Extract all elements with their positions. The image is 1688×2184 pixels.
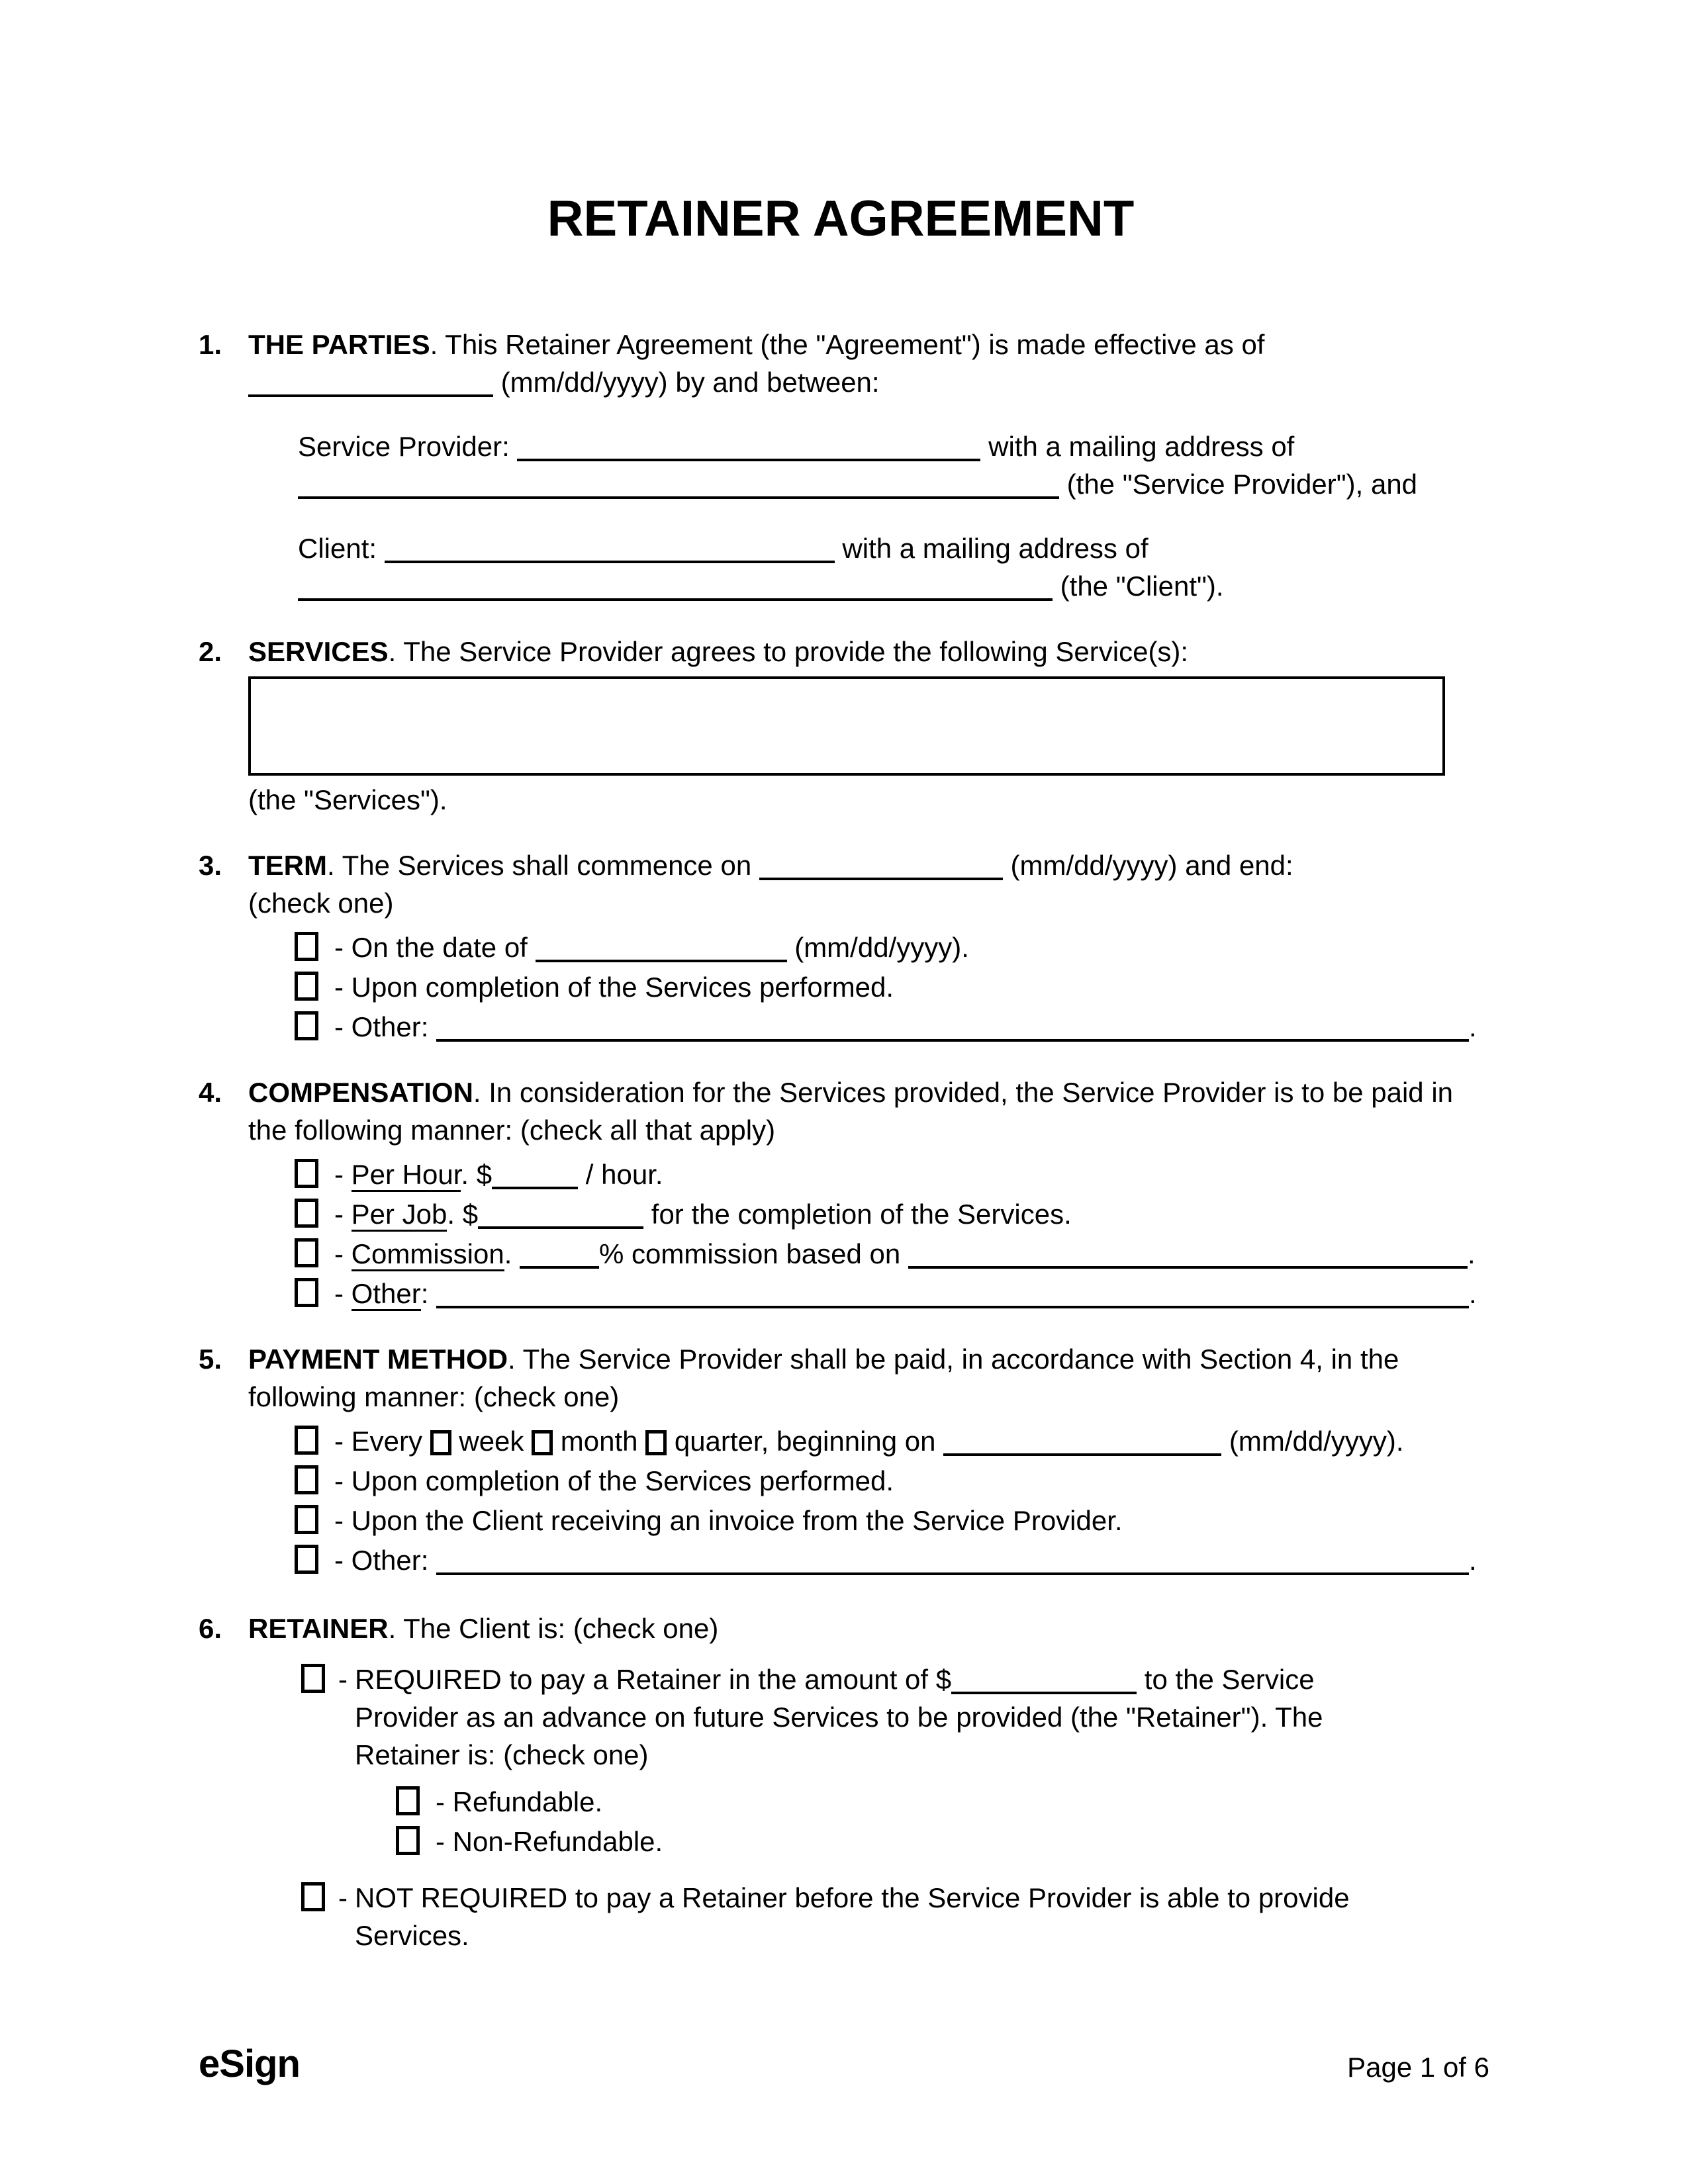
per-job-mid: . $ xyxy=(447,1199,479,1230)
payment-heading: PAYMENT METHOD xyxy=(248,1343,508,1375)
commission-basis-blank[interactable] xyxy=(908,1246,1468,1269)
provider-mid-text: with a mailing address of xyxy=(988,431,1295,462)
dash: - xyxy=(338,1664,348,1695)
term-option-date xyxy=(295,929,1483,966)
effective-date-blank[interactable] xyxy=(248,375,493,397)
commission-checkbox[interactable] xyxy=(295,1238,318,1267)
payment-every-text: - Every xyxy=(334,1426,423,1457)
payment-invoice-checkbox[interactable] xyxy=(295,1505,318,1534)
client-mid-text: with a mailing address of xyxy=(842,533,1149,564)
term-date-text: - On the date of xyxy=(334,932,528,963)
term-other-blank[interactable] xyxy=(436,1019,1469,1042)
payment-completion-text: - Upon completion of the Services performed. xyxy=(334,1465,894,1496)
non-refundable-checkbox[interactable] xyxy=(396,1826,420,1855)
page-footer xyxy=(199,2042,1489,2086)
section-term xyxy=(199,846,1483,1046)
per-job-label: Per Job xyxy=(352,1199,447,1232)
client-name-blank[interactable] xyxy=(385,541,835,563)
parties-intro-text: . This Retainer Agreement (the "Agreement") is made effective as of xyxy=(430,329,1265,360)
provider-address-blank[interactable] xyxy=(298,477,1059,499)
refundable-text: - Refundable. xyxy=(436,1786,603,1817)
section-payment-method xyxy=(199,1340,1483,1579)
services-intro-text: . The Service Provider agrees to provide the following Service(s): xyxy=(388,636,1189,667)
client-address-blank[interactable] xyxy=(298,578,1053,601)
dash: - xyxy=(334,1159,352,1190)
commission-tail: . xyxy=(1467,1238,1476,1269)
term-end-date-blank[interactable] xyxy=(536,940,787,962)
per-hour-label: Per Hour xyxy=(352,1159,461,1192)
payment-every-tail: (mm/dd/yyyy). xyxy=(1229,1426,1404,1457)
section-services xyxy=(199,633,1483,819)
term-intro-text: . The Services shall commence on xyxy=(327,850,752,881)
term-check-note: (check one) xyxy=(248,887,394,919)
dash: - xyxy=(334,1199,352,1230)
per-job-tail: for the completion of the Services. xyxy=(651,1199,1072,1230)
client-tail-text: (the "Client"). xyxy=(1060,570,1224,602)
esign-logo: eSign xyxy=(199,2042,300,2085)
section-number: 5. xyxy=(199,1343,222,1375)
page-number: Page 1 of 6 xyxy=(1347,2052,1489,2083)
per-job-amount-blank[interactable] xyxy=(478,1206,643,1229)
compensation-other-mid: : xyxy=(420,1278,429,1309)
compensation-intro-text: . In consideration for the Services provided, the Service Provider is to be paid in the following manner: (check all that apply) xyxy=(248,1077,1454,1146)
provider-name-blank[interactable] xyxy=(517,439,980,461)
commence-date-blank[interactable] xyxy=(759,858,1003,880)
parties-intro-tail: (mm/dd/yyyy) by and between: xyxy=(500,367,880,398)
per-hour-tail: / hour. xyxy=(585,1159,663,1190)
week-label: week xyxy=(459,1426,524,1457)
payment-begin-date-blank[interactable] xyxy=(943,1433,1221,1456)
compensation-other-blank[interactable] xyxy=(436,1286,1469,1308)
service-provider-paragraph xyxy=(298,428,1483,503)
per-hour-mid: . $ xyxy=(461,1159,492,1190)
term-other-checkbox[interactable] xyxy=(295,1011,318,1040)
payment-option-invoice xyxy=(295,1502,1483,1539)
compensation-intro xyxy=(248,1073,1483,1149)
term-intro-tail: (mm/dd/yyyy) and end: xyxy=(1010,850,1293,881)
payment-invoice-text: - Upon the Client receiving an invoice from the Service Provider. xyxy=(334,1505,1123,1536)
non-refundable-text: - Non-Refundable. xyxy=(436,1826,663,1857)
month-label: month xyxy=(560,1426,638,1457)
payment-completion-checkbox[interactable] xyxy=(295,1465,318,1494)
retainer-required-checkbox[interactable] xyxy=(301,1664,325,1693)
commission-mid: . xyxy=(504,1238,512,1269)
term-heading: TERM xyxy=(248,850,327,881)
term-other-text: - Other: xyxy=(334,1011,429,1042)
dash: - xyxy=(338,1882,348,1913)
section-parties xyxy=(199,326,1483,605)
dash: - xyxy=(334,1278,352,1309)
per-job-checkbox[interactable] xyxy=(295,1199,318,1228)
payment-option-other xyxy=(295,1541,1483,1579)
term-option-completion xyxy=(295,968,1483,1006)
payment-intro xyxy=(248,1340,1483,1416)
services-caption: (the "Services"). xyxy=(248,784,447,815)
parties-intro xyxy=(248,326,1483,401)
client-paragraph xyxy=(298,529,1483,605)
payment-other-text: - Other: xyxy=(334,1545,429,1576)
provider-label: Service Provider: xyxy=(298,431,510,462)
payment-every-checkbox[interactable] xyxy=(295,1426,318,1455)
retainer-option-not-required xyxy=(301,1879,1483,1954)
compensation-option-per-job xyxy=(295,1195,1483,1233)
retainer-not-required-checkbox[interactable] xyxy=(301,1882,325,1911)
required-tail: to the Service Provider as an advance on future Services to be provided (the "Retainer"). The Retainer is: (check one) xyxy=(355,1664,1323,1770)
services-input-box[interactable] xyxy=(248,676,1445,776)
term-completion-checkbox[interactable] xyxy=(295,972,318,1001)
section-number: 6. xyxy=(199,1613,222,1644)
compensation-option-other xyxy=(295,1275,1483,1312)
term-completion-text: - Upon completion of the Services performed. xyxy=(334,972,894,1003)
refundable-checkbox[interactable] xyxy=(396,1786,420,1815)
client-label: Client: xyxy=(298,533,377,564)
services-heading: SERVICES xyxy=(248,636,389,667)
per-hour-rate-blank[interactable] xyxy=(492,1167,578,1189)
payment-option-completion xyxy=(295,1462,1483,1500)
week-checkbox[interactable] xyxy=(430,1430,451,1455)
month-checkbox[interactable] xyxy=(532,1430,553,1455)
commission-label: Commission xyxy=(352,1238,504,1271)
payment-option-every xyxy=(295,1422,1483,1460)
commission-percent-blank[interactable] xyxy=(520,1246,599,1269)
retainer-option-non-refundable xyxy=(396,1823,1387,1860)
compensation-option-commission xyxy=(295,1235,1483,1273)
provider-tail-text: (the "Service Provider"), and xyxy=(1066,469,1418,500)
retainer-heading: RETAINER xyxy=(248,1613,389,1644)
compensation-other-label: Other xyxy=(352,1278,421,1311)
term-date-tail: (mm/dd/yyyy). xyxy=(794,932,969,963)
section-number: 2. xyxy=(199,636,222,667)
term-intro xyxy=(248,846,1483,922)
section-number: 4. xyxy=(199,1077,222,1108)
dash: - xyxy=(334,1238,352,1269)
payment-intro-text: . The Service Provider shall be paid, in accordance with Section 4, in the following manner: (check one) xyxy=(248,1343,1399,1412)
per-hour-checkbox[interactable] xyxy=(295,1159,318,1188)
compensation-option-per-hour xyxy=(295,1156,1483,1193)
document-title: RETAINER AGREEMENT xyxy=(547,191,1135,247)
compensation-heading: COMPENSATION xyxy=(248,1077,473,1108)
payment-other-blank[interactable] xyxy=(436,1553,1469,1575)
retainer-option-refundable xyxy=(396,1783,1387,1821)
services-intro xyxy=(248,633,1483,670)
section-retainer xyxy=(199,1610,1483,1954)
quarter-checkbox[interactable] xyxy=(645,1430,667,1455)
section-number: 1. xyxy=(199,329,222,360)
required-text: REQUIRED to pay a Retainer in the amount of $ xyxy=(355,1664,952,1695)
section-number: 3. xyxy=(199,850,222,881)
term-date-checkbox[interactable] xyxy=(295,932,318,961)
commission-mid2: % commission based on xyxy=(599,1238,901,1269)
compensation-other-tail: . xyxy=(1469,1278,1477,1309)
retainer-intro xyxy=(248,1610,1483,1647)
quarter-label: quarter, beginning on xyxy=(674,1426,936,1457)
section-compensation xyxy=(199,1073,1483,1312)
term-option-other xyxy=(295,1008,1483,1046)
retainer-amount-blank[interactable] xyxy=(951,1672,1137,1694)
payment-other-tail: . xyxy=(1469,1545,1477,1576)
retainer-intro-text: . The Client is: (check one) xyxy=(388,1613,719,1644)
retainer-option-required xyxy=(301,1661,1483,1860)
payment-other-checkbox[interactable] xyxy=(295,1545,318,1574)
term-other-tail: . xyxy=(1469,1011,1477,1042)
not-required-text: NOT REQUIRED to pay a Retainer before the Service Provider is able to provide Services. xyxy=(355,1882,1350,1951)
parties-heading: THE PARTIES xyxy=(248,329,430,360)
compensation-other-checkbox[interactable] xyxy=(295,1278,318,1307)
